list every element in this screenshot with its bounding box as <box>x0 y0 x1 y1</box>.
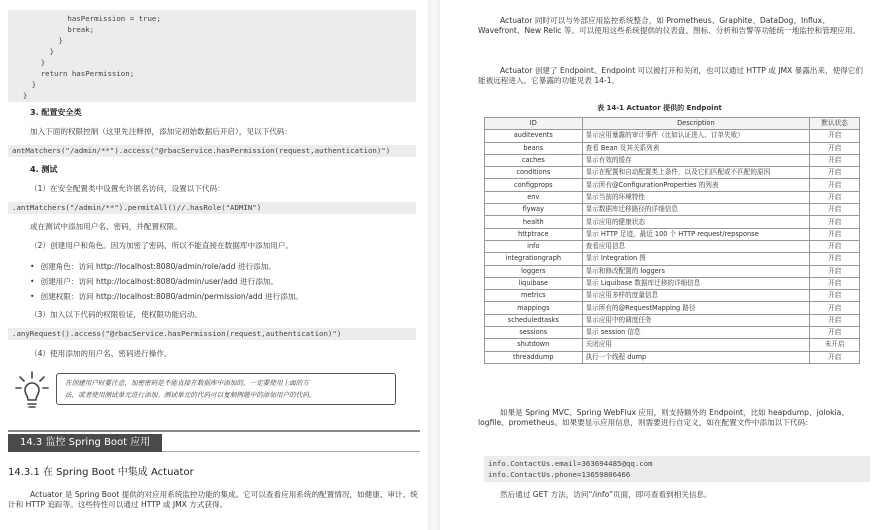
table-row <box>485 339 860 351</box>
cell-id: beans <box>485 142 583 154</box>
cell-default-state: 开启 <box>810 290 860 302</box>
heading-test: 4. 测试 <box>30 165 58 174</box>
code-line-ant-matchers: antMatchers("/admin/**").access("@rbacService.hasPermission(request,authentication)") <box>8 145 416 157</box>
cell-description: 显示应用中的调度任务 <box>582 314 810 326</box>
tip-box <box>56 373 396 405</box>
lightbulb-icon <box>14 370 50 414</box>
cell-description: 显示在配置和自动配置类上条件，以及它们匹配或不匹配的原因 <box>582 167 810 179</box>
column-header-default-state: 默认状态 <box>810 118 860 130</box>
table-row <box>485 327 860 339</box>
cell-id: integrationgraph <box>485 253 583 265</box>
cell-id: metrics <box>485 290 583 302</box>
table-row <box>485 154 860 166</box>
cell-default-state: 开启 <box>810 191 860 203</box>
cell-default-state: 开启 <box>810 240 860 252</box>
paragraph-endpoint: Actuator 创建了 Endpoint。Endpoint 可以被打开和关闭，也可以通过 HTTP 或 JMX 暴露出来，使得它们能被远程进入。它暴露的功能见表 14-1。 <box>478 66 863 86</box>
paragraph-actuator-integration: Actuator 同时可以与外部应用监控系统整合，如 Prometheus、Graphite、DataDog、Influx、Wavefront、New Relic 等。可以使用这些系统提供的仪表盘、图标、分析和告警等功能统一地监控和管理应用。 <box>478 16 861 36</box>
column-header-description: Description <box>582 118 810 130</box>
cell-description: 显示 Liquibase 数据库迁移的详细信息 <box>582 277 810 289</box>
cell-description: 显示所有@ConfigurationProperties 的列表 <box>582 179 810 191</box>
list-item: • 创建角色：访问 http://localhost:8080/admin/role/add 进行添加。 <box>30 262 276 272</box>
cell-id: scheduledtasks <box>485 314 583 326</box>
paragraph-step-3: （3）加入以下代码的权限验证，使权限功能启动。 <box>30 310 202 319</box>
cell-description: 显示 HTTP 足迹，最近 100 个 HTTP request/repsponse <box>582 228 810 240</box>
paragraph-step-1b: 或在测试中添加用户名、密码，并配置权限。 <box>30 222 182 231</box>
list-item: • 创建用户：访问 http://localhost:8080/admin/user/add 进行添加。 <box>30 277 278 287</box>
cell-id: mappings <box>485 302 583 314</box>
cell-id: flyway <box>485 204 583 216</box>
cell-description: 关闭应用 <box>582 339 810 351</box>
table-row <box>485 130 860 142</box>
cell-id: threaddump <box>485 351 583 363</box>
cell-default-state: 开启 <box>810 302 860 314</box>
table-row <box>485 290 860 302</box>
cell-id: conditions <box>485 167 583 179</box>
cell-description: 查看应用信息 <box>582 240 810 252</box>
cell-default-state: 开启 <box>810 204 860 216</box>
cell-description: 显示 session 信息 <box>582 327 810 339</box>
book-gutter <box>428 0 440 530</box>
paragraph-actuator-intro: Actuator 是 Spring Boot 提供的对应用系统监控功能的集成。它可以查看应用系统的配置情况，如健康、审计、统计和 HTTP 追踪等。这些特性可以通过 HTTP 或 JMX 方式获得。 <box>8 490 418 510</box>
table-row <box>485 179 860 191</box>
cell-description: 显示数据库迁移路径的详细信息 <box>582 204 810 216</box>
cell-id: caches <box>485 154 583 166</box>
tip-line-1: 在创建用户时要注意，加密密码是不能直接在数据库中添加的，一定要使用上面的方 <box>65 379 309 387</box>
paragraph-step-4: （4）使用添加的用户名、密码进行操作。 <box>30 349 172 358</box>
cell-default-state: 开启 <box>810 277 860 289</box>
table-row <box>485 191 860 203</box>
table-row <box>485 216 860 228</box>
section-title: 14.3 监控 Spring Boot 应用 <box>8 434 162 452</box>
paragraph-step-2: （2）创建用户和角色。因为加密了密码，所以不能直接在数据库中添加用户。 <box>30 241 294 250</box>
cell-id: loggers <box>485 265 583 277</box>
cell-description: 显示应用的健康状态 <box>582 216 810 228</box>
cell-description: 显示有效的缓存 <box>582 154 810 166</box>
section-header-bar <box>8 430 420 452</box>
cell-description: 显示 Integration 图 <box>582 253 810 265</box>
left-page <box>0 0 428 530</box>
table-row <box>485 302 860 314</box>
cell-default-state: 开启 <box>810 154 860 166</box>
right-page <box>440 0 879 530</box>
endpoint-table <box>484 117 860 364</box>
tip-line-2: 法，或者使用测试单元进行添加。测试单元的代码可以复制例题中的添加用户的代码。 <box>65 391 316 399</box>
table-row <box>485 240 860 252</box>
table-row <box>485 228 860 240</box>
cell-default-state: 未开启 <box>810 339 860 351</box>
table-header-row <box>485 118 860 130</box>
cell-default-state: 开启 <box>810 167 860 179</box>
cell-id: health <box>485 216 583 228</box>
cell-id: info <box>485 240 583 252</box>
table-row <box>485 253 860 265</box>
cell-default-state: 开启 <box>810 314 860 326</box>
cell-default-state: 开启 <box>810 327 860 339</box>
cell-description: 显示应用多样的度量信息 <box>582 290 810 302</box>
cell-default-state: 开启 <box>810 142 860 154</box>
cell-id: liquibase <box>485 277 583 289</box>
table-row <box>485 351 860 363</box>
cell-default-state: 开启 <box>810 228 860 240</box>
table-row <box>485 167 860 179</box>
table-caption: 表 14-1 Actuator 提供的 Endpoint <box>597 104 722 112</box>
cell-description: 显示和修改配置的 loggers <box>582 265 810 277</box>
table-row <box>485 314 860 326</box>
cell-id: sessions <box>485 327 583 339</box>
list-item: • 创建权限：访问 http://localhost:8080/admin/permission/add 进行添加。 <box>30 292 303 302</box>
cell-default-state: 开启 <box>810 179 860 191</box>
cell-default-state: 开启 <box>810 130 860 142</box>
paragraph-config-security: 加入下面的权限控制（这里先注释掉，添加完初始数据后开启），见以下代码： <box>30 127 292 136</box>
cell-description: 执行一个线程 dump <box>582 351 810 363</box>
cell-description: 显示当前的环境特性 <box>582 191 810 203</box>
cell-id: auditevents <box>485 130 583 142</box>
cell-id: configprops <box>485 179 583 191</box>
cell-id: shutdown <box>485 339 583 351</box>
cell-id: env <box>485 191 583 203</box>
table-row <box>485 265 860 277</box>
code-line-any-request: .anyRequest().access("@rbacService.hasPermission(request,authentication)") <box>8 328 416 340</box>
cell-default-state: 开启 <box>810 351 860 363</box>
paragraph-extra-endpoints: 如果是 Spring MVC、Spring WebFlux 应用，则支持额外的 Endpoint，比如 heapdump、jolokia、logfile、prometheus。如果要显示应用信息，则需要进行自定义，如在配置文件中添加以下代码： <box>478 408 849 428</box>
cell-default-state: 开启 <box>810 265 860 277</box>
cell-id: httptrace <box>485 228 583 240</box>
paragraph-step-1: （1）在安全配置类中设置允许匿名访问，设置以下代码： <box>30 184 225 193</box>
cell-default-state: 开启 <box>810 253 860 265</box>
column-header-id: ID <box>485 118 583 130</box>
subsection-title: 14.3.1 在 Spring Boot 中集成 Actuator <box>8 467 194 478</box>
cell-description: 显示所有的@RequestMapping 路径 <box>582 302 810 314</box>
cell-description: 查看 Bean 及其关系列表 <box>582 142 810 154</box>
table-row <box>485 142 860 154</box>
table-body <box>485 130 860 364</box>
table-row <box>485 277 860 289</box>
code-line-permit-all: .antMatchers("/admin/**").permitAll()//.hasRole("ADMIN") <box>8 202 416 214</box>
cell-default-state: 开启 <box>810 216 860 228</box>
paragraph-info-access: 然后通过 GET 方法，访问“/info”页面，即可查看到相关信息。 <box>500 490 712 499</box>
heading-config-security: 3. 配置安全类 <box>30 108 82 117</box>
cell-description: 显示应用暴露的审计事件（比如认证进入、订单失败） <box>582 130 810 142</box>
code-block-info: info.ContactUs.email=363694485@qq.com info.ContactUs.phone=13659806466 <box>484 456 870 482</box>
code-block-has-permission: hasPermission = true; break; } } } return hasPermission; } } <box>8 10 416 102</box>
table-row <box>485 204 860 216</box>
